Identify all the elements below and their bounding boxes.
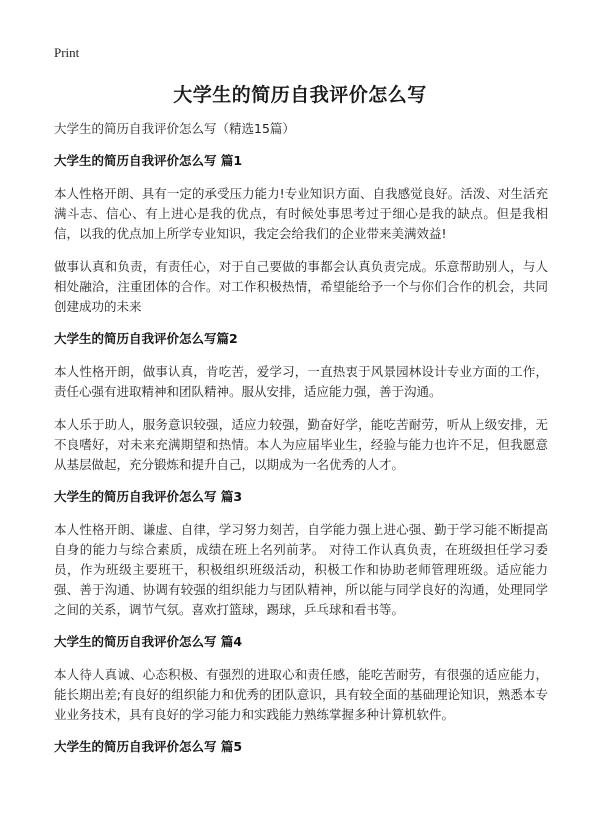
section-5	[54, 738, 548, 756]
section-paragraph: 本人乐于助人，服务意识较强，适应力较强，勤奋好学，能吃苦耐劳，听从上级安排，无不良嗜好，对未来充满期望和热情。本人为应届毕业生，经验与能力也许不足，但我愿意从基层做起，充分锻炼和提升自己，以期成为一名优秀的人才。	[54, 417, 548, 472]
section-title: 大学生的简历自我评价怎么写 篇5	[54, 739, 243, 754]
section-title: 大学生的简历自我评价怎么写 篇3	[54, 489, 243, 504]
article-body	[54, 120, 548, 770]
section-1	[54, 152, 548, 317]
section-4	[54, 633, 548, 725]
article-subtitle: 大学生的简历自我评价怎么写（精选15篇）	[54, 121, 295, 136]
section-3	[54, 488, 548, 620]
section-title: 大学生的简历自我评价怎么写篇2	[54, 331, 238, 346]
section-paragraph: 本人性格开朗，做事认真，肯吃苦，爱学习，一直热衷于风景园林设计专业方面的工作，责任心强有进取精神和团队精神。服从安排，适应能力强，善于沟通。	[54, 364, 548, 399]
section-paragraph: 本人性格开朗、谦虚、自律，学习努力刻苦，自学能力强上进心强、勤于学习能不断提高自身的能力与综合素质，成绩在班上名列前茅。 对待工作认真负责，在班级担任学习委员，作为班级主要班干，积极组织班级活动，积极工作和协助老师管理班级。适应能力强、善于沟通、协调有较强的组织能力与团队精神，所以能与同学良好的沟通，处理同学之间的关系，调节气氛。喜欢打篮球，踢球，乒乓球和看书等。	[54, 522, 548, 617]
section-title: 大学生的简历自我评价怎么写 篇4	[54, 634, 243, 649]
section-paragraph: 本人性格开朗、具有一定的承受压力能力!专业知识方面、自我感觉良好。活泼、对生活充满斗志、信心、有上进心是我的优点，有时候处事思考过于细心是我的缺点。但是我相信，以我的优点加上所学专业知识，我定会给我们的企业带来美满效益!	[54, 186, 548, 241]
section-paragraph: 本人待人真诚、心态积极、有强烈的进取心和责任感，能吃苦耐劳，有很强的适应能力，能长期出差;有良好的组织能力和优秀的团队意识，具有较全面的基础理论知识，熟悉本专业业务技术，具有良好的学习能力和实践能力熟练掌握多种计算机软件。	[54, 667, 548, 722]
section-paragraph: 做事认真和负责，有责任心，对于自己要做的事都会认真负责完成。乐意帮助别人，与人相处融洽，注重团体的合作。对工作积极热情，希望能给予一个与你们合作的机会，共同创建成功的未来	[54, 259, 548, 314]
section-2	[54, 330, 548, 475]
section-title: 大学生的简历自我评价怎么写 篇1	[54, 153, 243, 168]
print-link[interactable]: Print	[54, 45, 80, 60]
page-title: 大学生的简历自我评价怎么写	[173, 84, 427, 106]
